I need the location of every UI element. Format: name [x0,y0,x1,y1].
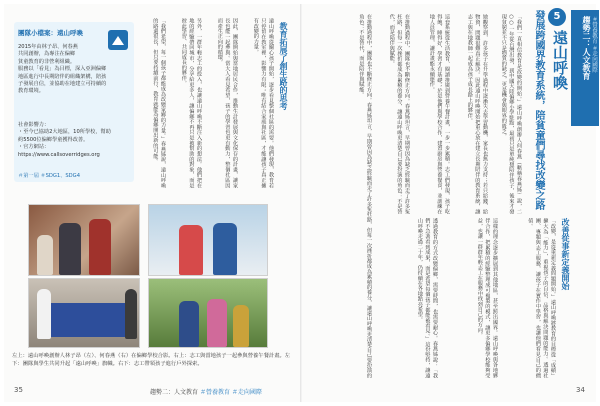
sdg-tags: ＃第一屆 ＃SDG1、SDG4 [18,173,80,179]
chapter-tab [571,10,599,126]
page-number-right: 34 [576,386,585,394]
footer-left [150,387,262,396]
gutter [300,4,302,402]
profile-line: 貧童教育的非營利組織。 [18,58,76,65]
body-column: 「改變，是從重新定義問題開始。」遠山呼喚將教育的目標從「成績」擴大為「能力」，重視孩子的自信、品格與解決問題的能力。透過社團、專題與志工服務，讓孩子在實作中學習，也讓他們看見自己的價值。 [527,218,556,378]
profile-line: 2015年由林子昂、何春燕 [18,44,78,50]
body-column: 透過教育的方式改變偏鄉，需要時間，也需要耐心。春燕姊說：「我們不急著看到成果，而是希望每個孩子都能被看見。」這份堅持，讓遠山呼喚走過二十年，仍持續在各地點亮希望。 [416,218,438,378]
body-column: 因此，團隊開始與當地居民合作，推動生計發展與文化保存的計畫，讓家長也能一起參與。當大人看見希望，孩子的學習也更有動力，整個社區因而產生正向的循環。 [216,18,238,188]
team-profile-box [14,22,134,182]
impact-line: 社會影響力： [18,122,50,128]
team-profile-body [18,44,108,96]
section-heading: 改善從事新定義開始 [561,218,570,290]
body-column: 另外，一群年輕志工的投入，也讓遠山呼喚不斷注入新的想法。他們把在地的經驗帶回城市，分享給更多人，讓偏鄉不再只是被幫助的對象，而是彼此學習、共同成長的夥伴。 [180,18,202,188]
profile-line: 地區進行中長期陪伴的組織架構，陪孩 [18,73,107,80]
footer-tags: ＃營養教育 ＃走向國際 [199,389,262,396]
mountain-logo-icon [108,30,128,50]
photo-founders [28,204,140,276]
body-column: 在推動過程中，團隊也不斷修正方向。春燕姊坦言，早期曾因為缺乏經驗而走了許多冤枉路，但每一次挫折都成為累積的養分，讓遠山呼喚更清楚自己要扮演的角色：不是替代，而是陪伴與賦能。 [358,14,372,378]
body-column: 她觀察到，許多孩子在升學過程中逐漸失去學習動機，家長也無力支持；若只給錢、給物資，問題很難真正解決。因此遠山呼喚開始把重心放在建立長期陪伴的教育系統，讓志工與在地教師一起成為孩子成長路上的夥伴。 [466,14,488,214]
section-number: 5 [548,8,566,26]
page-number-left: 35 [14,386,23,394]
photo-outdoor [148,278,268,348]
tab-title: 趨勢二：人文教育 [582,16,591,80]
section-subtitle: 發展跨國界教育系統，陪貧童們尋找改變之路 [533,10,544,210]
impact-line: ・至今已協助2大地區，10所學校，幫助 [18,129,111,136]
impact-line: ・官方網站：https://www.callsoverridges.org [18,144,100,158]
profile-line: 服務以「看見」為目標，深入亞洲偏鄉 [18,66,107,73]
photo-flag [28,278,140,348]
body-column: 這樣的理念逐步擴展到其他地區，甚至跨出國界。遠山呼喚與各地夥伴合作，把累積的經驗整理成可複製的模式，讓更多偏鄉學校能夠受益，也讓一群群年輕志工在服務中找到自己的方向。 [476,218,498,378]
team-profile-title: 團隊小檔案：遠山呼喚 [18,29,83,37]
body-column: 在推動過程中，團隊也不斷修正方向。春燕姊坦言，早期曾因為缺乏經驗而走了許多冤枉路，但每一次挫折都成為累積的養分，讓遠山呼喚更清楚自己要扮演的角色：不是替代，而是陪伴與賦能。 [388,14,410,214]
body-column: 遠山呼喚從關心孩子開始，逐步看見整個社區的需要。他們發現，教育若只停留在教室裡，影響力有限；唯有結合家庭與社區，才能讓孩子真正擁有改變的力量。 [252,18,274,188]
body-column: 「我們一直相信教育是改變的開始。」遠山呼喚創辦人何春燕（暱稱春燕姊）說，二○○一年從台灣出發，到中國大陸偏鄉小學駐點，最初只是單純想陪伴孩子，後來才發現貧窮並不只是物質的缺乏，更是機會與眼界的匱乏。 [500,14,522,214]
impact-line: 約5500位偏鄉學童獲得改善。 [18,136,89,143]
tab-tags: ＃營養教育 ＃走向國際 [591,16,597,73]
left-heading: 教育拓展了創生路的思考 [279,22,288,110]
profile-line: 子發展自信，並協助在地建立可持續的 [18,81,107,88]
section-title: 遠山呼喚 [551,30,569,90]
team-impact [18,122,130,159]
body-column: 這套系統從生活教育、閱讀推廣到營養午餐計畫，一步一步累積。志工們發現，孩子吃得飽、睡得好，學習才有基礎；於是他們與學校合作，建置廚房與營養餐食，並訓練在地人員管理，讓計畫能永續運作。 [428,14,450,214]
body-column: 「我們希望，每一個孩子都能成為改變家鄉的力量。」春燕姊說，遠山呼喚的路還很長，但只要持續前行，教育就能為偏鄉開出新的可能。 [152,18,166,188]
photo-volunteers [148,204,268,276]
footer-chapter: 趨勢二：人文教育 [150,389,199,396]
profile-line: 教育環境。 [18,88,44,95]
profile-line: 共同創辦，為專注在偏鄉 [18,51,76,58]
photo-caption: 左上：遠山呼喚創辦人林子昂（左）、何春燕（右）在偏鄉學校合影。右上：志工與當地孩子一起參與營養午餐計畫。左下：團隊與學生共同升起「遠山呼喚」旗幟。右下：志工帶領孩子進行戶外探索。 [12,353,291,367]
